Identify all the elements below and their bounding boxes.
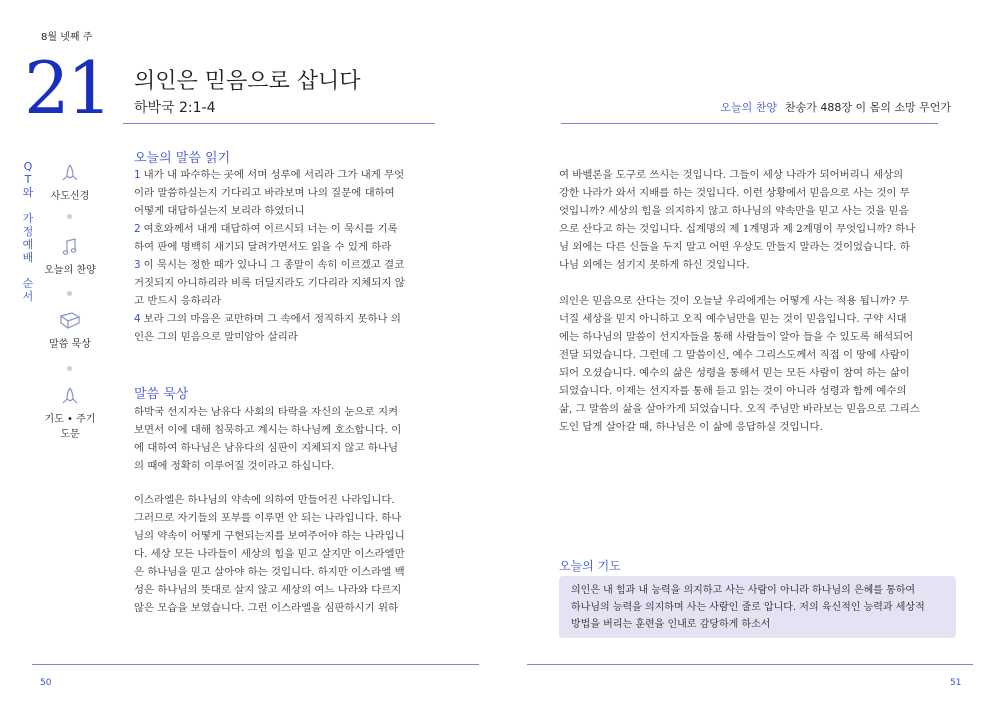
meditation-paragraph: 의인은 믿음으로 산다는 것이 오늘날 우리에게는 어떻게 사는 적용 됩니까? 무 너질 세상을 믿지 아니하고 오직 예수님만을 믿는 것이 믿음입니다. 구약 시대 에는 하나님의 말씀이 선지자들을 통해 사람들이 알아 들을 수 있도록 해석되어 전달 되었습니다. 그런데 그 말씀이신, 예수 그리스도께서 직접 이 땅에 사람이 되어 오셨습니다. 예수의 삶은 성령을 통해서 믿는 모든 사람이 참여 하는 삶이 되었습니다. 이제는 선지자를 통해 듣고 읽는 것이 아니라 성령과 함께 예수의 삶, 그 말씀의 삶을 살아가게 되었습니다. 오직 주님만 바라보는 믿음으로 그리스 도인 답게 살아갈 때, 하나님은 이 삶에 응답하실 것입니다. [559, 295, 920, 433]
sidebar-item-hymn [40, 237, 100, 276]
meditation-paragraph: 하박국 선지자는 남유다 사회의 타락을 자신의 눈으로 지켜 보면서 이에 대해 침묵하고 계시는 하나님께 호소합니다. 이 에 대하여 하나님은 남유다의 심판이 지체되지 않고 하나님 의 때에 정확히 이루어질 것이라고 하십니다. [134, 406, 402, 472]
bible-book-icon [58, 311, 82, 331]
meditation-text-right-2 [559, 292, 959, 436]
sidebar-dot [67, 366, 72, 371]
footer-rule-left [32, 664, 479, 665]
verse-4: 4 보라 그의 마음은 교만하며 그 속에서 정직하지 못하나 의 인은 그의 믿음으로 말미암아 살리라 [134, 313, 401, 343]
page-number-left: 50 [40, 678, 52, 688]
header-rule-right [561, 123, 938, 124]
scripture-verses [134, 166, 439, 346]
music-note-icon [61, 237, 79, 257]
sidebar-item-label: 기도 • 주기도문 [44, 414, 96, 440]
meditation-text-left [134, 403, 439, 475]
meditation-text-right [559, 166, 959, 274]
day-number: 21 [24, 46, 110, 130]
meditation-text-left-2 [134, 491, 439, 617]
footer-rule-right [527, 664, 973, 665]
meditation-paragraph: 이스라엘은 하나님의 약속에 의하여 만들어진 나라입니다. 그러므로 자기들의 포부를 이루면 안 되는 나라입니다. 하나 님의 약속이 어떻게 구현되는지를 보여주어야 하는 나라입니 다. 세상 모든 나라들이 세상의 힘을 믿고 살지만 이스라엘만 은 하나님을 믿고 살아야 하는 것입니다. 하지만 이스라엘 백 성은 하나님의 뜻대로 살지 않고 세상의 여느 나라와 다르지 않은 모습을 보였습니다. 그런 이스라엘을 심판하시기 위하 [134, 494, 405, 614]
verse-1: 1 내가 내 파수하는 곳에 서며 성루에 서리라 그가 내게 무엇 이라 말씀하실는지 기다리고 바라보며 나의 질문에 대하여 어떻게 대답하실는지 보리라 하였더니 [134, 169, 405, 217]
page-number-right: 51 [950, 678, 962, 688]
prayer-heading: 오늘의 기도 [559, 559, 621, 573]
meditation-heading: 말씀 묵상 [134, 387, 189, 402]
prayer-line: 방법을 버리는 훈련을 인내로 감당하게 하소서 [571, 619, 771, 630]
prayer-line: 의인은 내 힘과 내 능력을 의지하고 사는 사람이 아니라 하나님의 은혜를 통하여 [571, 585, 916, 596]
sidebar-item-apostles-creed [40, 163, 100, 202]
praying-hands-icon [59, 163, 81, 183]
sidebar-item-prayer [40, 386, 100, 440]
hymn-text: 찬송가 488장 이 몸의 소망 무언가 [785, 101, 951, 114]
verse-2: 2 여호와께서 내게 대답하여 이르시되 너는 이 묵시를 기록 하여 판에 명백히 새기되 달려가면서도 읽을 수 있게 하라 [134, 223, 398, 253]
verse-3: 3 이 묵시는 정한 때가 있나니 그 종말이 속히 이르겠고 결코 거짓되지 아니하리라 비록 더딜지라도 기다리라 지체되지 않 고 반드시 응하리라 [134, 259, 405, 307]
praying-hands-icon [59, 386, 81, 406]
sidebar-dot [67, 291, 72, 296]
sidebar-vertical-title: Q T 와 가 정 예 배 순 서 [22, 160, 34, 303]
reading-heading: 오늘의 말씀 읽기 [134, 151, 231, 166]
sidebar-dot [67, 214, 72, 219]
prayer-box [559, 576, 956, 638]
hymn-info [720, 99, 951, 115]
header-rule-left [123, 123, 435, 124]
sidebar-item-label: 오늘의 찬양 [44, 265, 96, 276]
meditation-paragraph: 여 바벨론을 도구로 쓰시는 것입니다. 그들이 세상 나라가 되어버리니 세상의 강한 나라가 와서 지배를 하는 것입니다. 이런 상황에서 믿음으로 사는 것이 무 엇입니까? 세상의 힘을 의지하지 않고 하나님의 약속만을 믿고 사는 것을 믿음 으로 산다고 하는 것입니다. 십계명의 제 1계명과 제 2계명이 무엇입니까? 하나 님 외에는 다른 신들을 두지 말고 어떤 우상도 만들지 말라는 것이었습니다. 하 나님 외에는 섬기지 못하게 하신 것입니다. [559, 169, 916, 271]
page-title: 의인은 믿음으로 삽니다 [134, 69, 361, 94]
sidebar-item-label: 사도신경 [50, 191, 90, 202]
scripture-reference: 하박국 2:1-4 [134, 100, 216, 116]
sidebar-item-meditation [40, 311, 100, 350]
sidebar-item-label: 말씀 묵상 [49, 339, 91, 350]
prayer-line: 하나님의 능력을 의지하며 사는 사람인 줄로 압니다. 저의 육신적인 능력과 세상적 [571, 602, 925, 613]
hymn-label: 오늘의 찬양 [720, 101, 777, 114]
week-label: 8월 넷째 주 [41, 32, 93, 43]
